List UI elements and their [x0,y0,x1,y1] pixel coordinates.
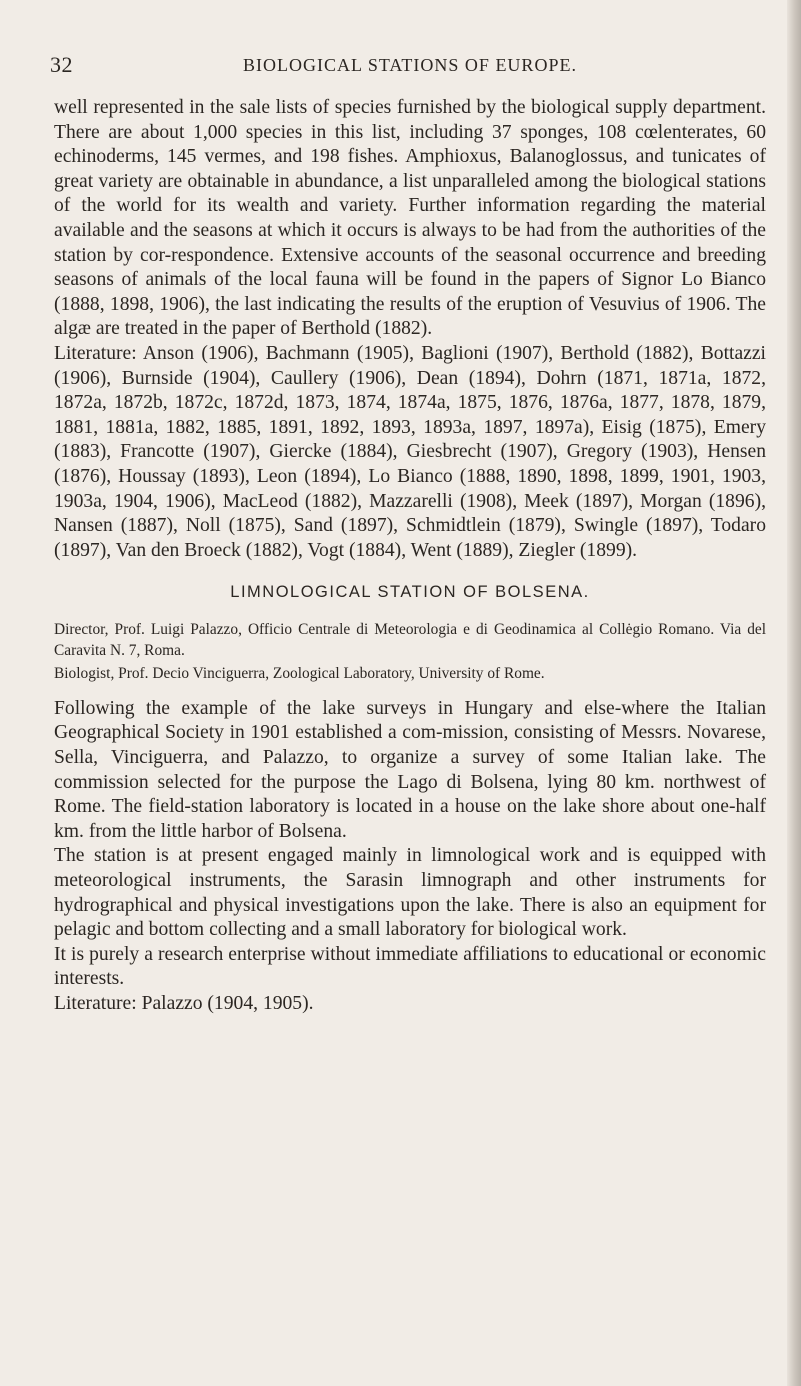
page-number: 32 [50,52,73,77]
bolsena-director: Director, Prof. Luigi Palazzo, Officio Centrale di Meteorologia e di Geodinamica al Collėgio Romano. Via del Caravita N. 7, Roma. [54,621,766,659]
bolsena-literature: Literature: Palazzo (1904, 1905). [54,992,314,1014]
bolsena-paragraph-3: It is purely a research enterprise without immediate affiliations to educational or economic interests. [54,943,766,990]
spacer [54,685,766,697]
naples-literature: Literature: Anson (1906), Bachmann (1905), Baglioni (1907), Berthold (1882), Bottazzi (1906), Burnside (1904), Caullery (1906), Dean (1894), Dohrn (1871, 1871a, 1872, 1872a, 1872b, 1872c, 1872d, 1873, 1874, 1874a, 1875, 1876, 1876a, 1877, 1878, 1879, 1881, 1881a, 1882, 1885, 1891, 1892, 1893, 1893a, 1897, 1897a), Eisig (1875), Emery (1883), Francotte (1907), Giercke (1884), Giesbrecht (1907), Gregory (1903), Hensen (1876), Houssay (1893), Leon (1894), Lo Bianco (1888, 1890, 1898, 1899, 1901, 1903, 1903a, 1904, 1906), MacLeod (1882), Mazzarelli (1908), Meek (1897), Morgan (1896), Nansen (1887), Noll (1875), Sand (1897), Schmidtlein (1879), Swingle (1897), Todaro (1897), Van den Broeck (1882), Vogt (1884), Went (1889), Ziegler (1899). [54,342,766,561]
bolsena-paragraph-2: The station is at present engaged mainly in limnological work and is equipped with meteorological instruments, the Sarasin limnograph and other instruments for hydrographical and physical investigations upon the lake. There is also an equipment for pelagic and bottom collecting and a small laboratory for biological work. [54,845,766,941]
naples-paragraph: well represented in the sale lists of species furnished by the biological supply department. There are about 1,000 species in this list, including 37 sponges, 108 cœlenterates, 60 echinoderms, 145 vermes, and 198 fishes. Amphioxus, Balanoglossus, and tunicates of great variety are obtainable in abundance, a list unparalleled among the biological stations of the world for its wealth and variety. Further information regarding the material available and the seasons at which it occurs is always to be had from the authorities of the station by cor-respondence. Extensive accounts of the seasonal occurrence and breeding seasons of animals of the local fauna will be found in the papers of Signor Lo Bianco (1888, 1898, 1906), the last indicating the results of the eruption of Vesuvius of 1906. The algæ are treated in the paper of Berthold (1882). [54,97,766,340]
running-title: BIOLOGICAL STATIONS OF EUROPE. [243,55,577,75]
bolsena-section-title: LIMNOLOGICAL STATION OF BOLSENA. [230,583,590,602]
page-header [50,52,770,82]
page-edge-shadow [787,0,801,1386]
bolsena-biologist: Biologist, Prof. Decio Vinciguerra, Zoological Laboratory, University of Rome. [54,665,545,683]
bolsena-paragraph-1: Following the example of the lake surveys in Hungary and else-where the Italian Geographical Society in 1901 established a com-mission, consisting of Messrs. Novarese, Sella, Vinciguerra, and Palazzo, to organize a survey of some Italian lake. The commission selected for the purpose the Lago di Bolsena, lying 80 km. northwest of Rome. The field-station laboratory is located in a house on the lake shore about one-half km. from the little harbor of Bolsena. [54,697,766,842]
page-body [54,96,766,1017]
